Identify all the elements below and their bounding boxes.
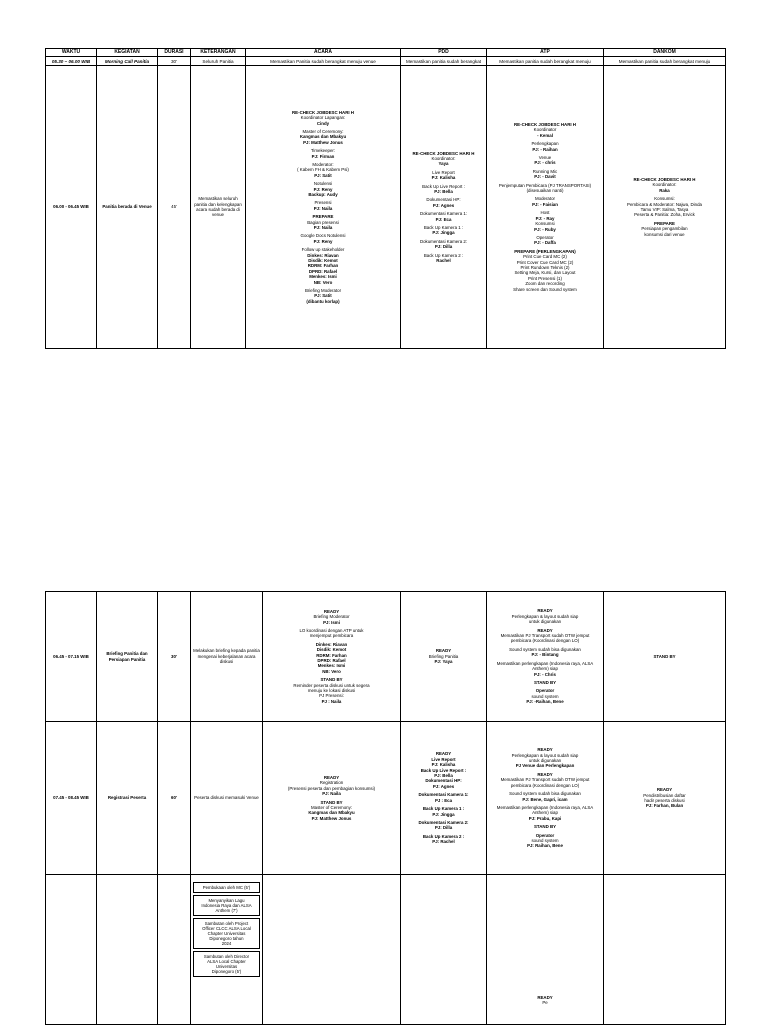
header-keterangan: KETERANGAN: [191, 49, 246, 57]
cell-line: STAND BY: [533, 679, 557, 685]
cell-keterangan: Melakukan briefing kepada panitia mengenai keberjalanan acara diskusi: [191, 592, 263, 722]
cell-line: (dibantu korlap): [306, 298, 340, 304]
cell-line: Venue: [538, 155, 552, 161]
cell-acara: [263, 592, 401, 722]
cell-line: PJ: Rachel: [432, 839, 455, 845]
cell-line: Presensi: [314, 200, 332, 206]
atp-lines: [488, 995, 602, 1006]
cell-dankom: [604, 66, 726, 349]
cell-line: Rachel: [436, 258, 451, 264]
cell-keterangan: Peserta diskusi memasuki Venue: [191, 722, 263, 875]
cell-line: Dokumentasi Kamera 2:: [419, 238, 468, 244]
table-row-morning-call: [46, 57, 726, 66]
cell-line: Dokumentasi Kamera 1:: [419, 211, 468, 217]
cell-line: ( Kabem FH & Kabem Psi): [297, 167, 349, 173]
cell-line: RE-CHECK JOBDESC HARI H: [633, 176, 696, 182]
cell-line: PJ: Farhan, Bulan: [645, 803, 684, 809]
cell-line: PJ: Matthew Jonus: [303, 139, 343, 145]
cell-line: Setting Meja, Kursi, dan Layout: [514, 270, 576, 276]
cell-line: PJ: Yaya: [434, 659, 453, 665]
cell-line: PJ: Kalisha: [431, 762, 456, 768]
cell-line: Back Up Kamera 2 :: [422, 833, 465, 839]
cell-atp: Memastikan panitia sudah berangkat menuju: [487, 57, 604, 66]
cell-line: Peserta & Panitia: Zoha, Ervick: [634, 212, 695, 218]
cell-line: PREPARE: [654, 220, 675, 226]
cell-atp: [487, 875, 604, 1025]
cell-line: Persiapan pengambilan: [641, 226, 688, 232]
cell-line: Pe: [542, 1000, 548, 1006]
cell-keterangan: Memastikan seluruh panitia dan kelengkapan acara sudah berada di venue: [191, 66, 246, 349]
cell-line: RE-CHECK JOBDESC HARI H: [412, 150, 475, 156]
cell-line: Zoom dan recording: [525, 281, 565, 287]
header-dankom: DANKOM: [604, 49, 726, 57]
cell-line: Bagian presensi: [307, 219, 339, 225]
cell-line: PJ: Bella: [434, 188, 453, 194]
cell-waktu: 07.45 - 08.45 WIB: [46, 722, 97, 875]
cell-line: PJ: Bene, Gapri, icam: [522, 796, 568, 802]
cell-line: PJ: - Chris: [534, 671, 556, 677]
cell-atp: [487, 722, 604, 875]
cell-line: PJ: Jingga: [432, 811, 455, 817]
cell-line: READY: [537, 747, 553, 753]
cell-line: Cindy: [316, 120, 330, 126]
cell-line: Live Report: [432, 169, 455, 175]
cell-line: Master of Ceremony:: [311, 804, 352, 810]
cell-line: LO koordinasi dengan ATP untuk: [299, 627, 364, 633]
cell-line: Menkes: Ismi: [317, 663, 346, 669]
cell-line: PJ : Naila: [321, 698, 342, 704]
cell-durasi: 30': [158, 57, 191, 66]
table-row-venue: [46, 66, 726, 349]
cell-line: PJ: Raihan, Bene: [527, 843, 563, 849]
cell-line: RE-CHECK JOBDESC HARI H: [514, 122, 576, 128]
cell-line: Moderator:: [312, 161, 334, 167]
cell-line: STAND BY: [653, 653, 676, 659]
cell-line: READY: [537, 608, 553, 614]
cell-line: READY: [656, 787, 673, 793]
cell-line: Host: [540, 210, 550, 216]
cell-line: PJ: - Raihan: [532, 146, 558, 152]
cell-line: Moderator: [534, 196, 555, 202]
table-row-briefing: [46, 592, 726, 722]
cell-waktu: 05.30 – 06.00 WIB: [46, 57, 97, 66]
cell-dankom: [604, 875, 726, 1025]
cell-keterangan: Seluruh Panitia: [191, 57, 246, 66]
cell-line: Pendistribusian daftar: [643, 792, 686, 798]
cell-acara: [263, 722, 401, 875]
cell-line: PJ: Dilla: [434, 825, 453, 831]
cell-line: Running Mic: [532, 168, 558, 174]
cell-line: Perlengkapan: [531, 141, 559, 147]
cell-line: PJ: Naila: [313, 225, 333, 231]
cell-line: PJ: - chris: [534, 160, 556, 166]
cell-line: (disesuaikan nanti): [526, 188, 564, 194]
cell-line: PJ: - Davit: [534, 174, 556, 180]
cell-pdd: [401, 722, 487, 875]
header-row: [46, 49, 726, 57]
cell-line: Koordinator Lapangan:: [300, 115, 346, 121]
cell-line: Anthem) siap: [532, 810, 558, 816]
cell-line: PJ: Kalisha: [431, 175, 456, 181]
cell-line: Dokumentasi HP:: [426, 197, 461, 203]
cell-line: PJ: Reny: [313, 186, 333, 192]
cell-line: Briefing Moderator: [304, 288, 342, 294]
cell-line: Dokumentasi Kamera 1:: [418, 792, 469, 798]
cell-line: READY: [323, 774, 340, 780]
cell-line: Operator: [535, 688, 555, 694]
cell-atp: [487, 592, 604, 722]
cell-line: Memastikan PJ Transport sudah OTW jemput: [500, 633, 590, 639]
cell-pdd: [401, 592, 487, 722]
cell-line: Back Up Kamera 1 :: [422, 806, 465, 812]
cell-kegiatan: [97, 875, 158, 1025]
cell-line: PJ: Satit: [314, 172, 332, 178]
cell-line: Operator: [536, 234, 554, 240]
cell-line: PJ: Naila: [313, 205, 333, 211]
cell-line: PJ: - Faisian: [532, 201, 558, 207]
cell-line: READY: [323, 608, 340, 614]
cell-line: Share screen dan Sound system: [513, 286, 577, 292]
cell-kegiatan: Registrasi Peserta: [97, 722, 158, 875]
cell-line: DPRD: Rafael: [308, 268, 338, 274]
cell-line: PJ: - Ruby: [534, 226, 556, 232]
cell-line: untuk digunakan: [528, 619, 562, 625]
cell-line: konsumsi dari venue: [644, 231, 685, 237]
cell-line: Follow up stakeholder: [301, 247, 345, 253]
cell-atp: [487, 66, 604, 349]
cell-line: PJ : Eca: [434, 797, 453, 803]
cell-line: Koordinator:: [652, 182, 677, 188]
cell-line: PJ: Dilla: [434, 244, 453, 250]
cell-line: Print Cue Card MC (2): [523, 254, 567, 260]
cell-line: RDRM: Farhan: [316, 652, 347, 658]
header-waktu: WAKTU: [46, 49, 97, 57]
cell-line: PJ: Reny: [313, 238, 333, 244]
cell-line: PJ Presensi:: [319, 693, 344, 699]
rundown-table-top: [45, 48, 726, 349]
cell-line: Print Presensi (1): [528, 275, 562, 281]
cell-line: Perlengkapan & layout sudah siap: [511, 752, 579, 758]
cell-line: PJ: - Bintang: [531, 652, 559, 658]
cell-line: sound system: [531, 837, 559, 843]
cell-keterangan: [191, 875, 263, 1025]
cell-line: Memastikan perlengkapan (Indonesia raya, ALSA: [496, 804, 594, 810]
cell-line: READY: [537, 627, 553, 633]
opening-item: Sambutan oleh Director ALSA Local Chapter Universitas Diponegoro (5'): [193, 951, 260, 977]
cell-line: PREPARE (PERLENGKAPAN): [514, 248, 576, 254]
cell-line: Briefing Moderator: [313, 614, 350, 620]
cell-line: PJ: Matthew Jonus: [311, 815, 352, 821]
cell-pdd: [401, 875, 487, 1025]
cell-line: PJ: Satit: [314, 293, 332, 299]
cell-line: NB: Vero: [322, 668, 341, 674]
cell-kegiatan: Panitia berada di Venue: [97, 66, 158, 349]
rundown-table-bottom: [45, 591, 726, 1025]
cell-line: RE-CHECK JOBDESC HARI H: [292, 109, 354, 115]
cell-dankom: Memastikan panitia sudah berangkat menuju: [604, 57, 726, 66]
cell-line: Reminder peserta diskusi untuk segera: [293, 682, 370, 688]
cell-line: PJ: Eca: [435, 216, 452, 222]
cell-line: PJ: Agnes: [432, 202, 455, 208]
cell-line: - Kemal: [537, 132, 553, 138]
cell-line: Master of Ceremony:: [302, 128, 344, 134]
cell-line: Timekeeper:: [310, 148, 336, 154]
cell-line: Perlengkapan & layout sudah siap: [511, 613, 579, 619]
cell-line: Backup: Audy: [308, 191, 338, 197]
opening-item: Sambutan oleh Project Officer CLCC ALSA Local Chapter Universitas Diponegoro tahun 2024: [193, 918, 260, 949]
cell-dankom: [604, 722, 726, 875]
cell-line: Koordinator: [533, 127, 557, 133]
cell-line: Dokumentasi HP:: [425, 778, 462, 784]
cell-waktu: [46, 875, 97, 1025]
cell-line: Dinkes: Riavan: [315, 641, 348, 647]
cell-acara: [263, 875, 401, 1025]
cell-dankom: [604, 592, 726, 722]
cell-line: pembicara (Koordinasi dengan LO): [510, 638, 580, 644]
cell-line: Notulensi: [313, 181, 333, 187]
cell-line: PJ: -Raihan, Bene: [526, 699, 564, 705]
cell-line: PREPARE: [312, 214, 334, 220]
cell-line: NB: Vero: [313, 279, 333, 285]
cell-line: PJ: Firman: [311, 153, 335, 159]
cell-line: Raka: [659, 187, 670, 193]
cell-line: PJ: Ismi: [323, 619, 340, 625]
opening-item: Menyanyikan Lagu Indonesia Raya dan ALSA Anthem (7'): [193, 895, 260, 916]
cell-line: Disdik: Kemot: [316, 647, 347, 653]
cell-line: Back Up Live Report :: [420, 767, 467, 773]
cell-line: Dinkes: Riavan: [307, 252, 339, 258]
cell-line: pembicara (Koordinasi dengan LO): [510, 782, 580, 788]
cell-line: PJ: - Daffa: [534, 240, 556, 246]
cell-line: READY: [537, 995, 553, 1000]
header-durasi: DURASI: [158, 49, 191, 57]
header-kegiatan: KEGIATAN: [97, 49, 158, 57]
cell-line: menuju ke lokasi diskusi: [307, 688, 356, 694]
cell-line: Dokumentasi Kamera 2:: [418, 819, 469, 825]
cell-line: PJ: Naila: [322, 791, 341, 797]
cell-line: STAND BY: [533, 824, 557, 830]
header-pdd: PDD: [401, 49, 487, 57]
cell-pdd: Memastikan panitia sudah berangkat: [401, 57, 487, 66]
cell-waktu: 06.00 - 06.45 WIB: [46, 66, 97, 349]
cell-line: Sound system sudah bisa digunakan: [509, 791, 581, 797]
cell-waktu: 06.45 - 07.15 WIB: [46, 592, 97, 722]
cell-line: STAND BY: [320, 799, 343, 805]
cell-line: Briefing Panitia: [428, 653, 459, 659]
table-row-registrasi: [46, 722, 726, 875]
cell-durasi: [158, 875, 191, 1025]
cell-line: PJ: Agnes: [432, 783, 455, 789]
cell-line: menjemput pembicara: [309, 633, 354, 639]
cell-line: sound system: [531, 693, 559, 699]
cell-line: Konsumsi: [535, 221, 555, 227]
cell-line: Konsumsi:: [654, 196, 675, 202]
cell-line: Live Report: [431, 756, 456, 762]
cell-line: Registration: [319, 780, 344, 786]
cell-line: STAND BY: [320, 677, 343, 683]
cell-line: Kangmas dan Mbakyu: [299, 134, 347, 140]
cell-line: Penjemputan Pembicara (PJ TRANSPORTASI): [498, 182, 592, 188]
cell-line: Pembicara & Moderator: Najwa, Dinda: [627, 201, 702, 207]
cell-line: Disdik: Kemot: [308, 258, 338, 264]
cell-line: Back Up Kamera 1 :: [423, 225, 464, 231]
cell-line: PJ: Bella: [434, 773, 453, 779]
cell-line: Memastikan PJ Transport sudah OTW jemput: [500, 777, 590, 783]
cell-line: untuk digunakan: [528, 758, 562, 764]
cell-durasi: 60': [158, 722, 191, 875]
cell-line: Koordinator:: [431, 155, 456, 161]
cell-line: PJ: Jingga: [432, 230, 455, 236]
table-row-opening: [46, 875, 726, 1025]
cell-line: RDRM: Farhan: [307, 263, 339, 269]
cell-line: Google Docs Notulensi: [300, 233, 346, 239]
cell-line: Yaya: [438, 161, 449, 167]
cell-line: READY: [537, 771, 553, 777]
cell-line: READY: [435, 751, 452, 757]
cell-durasi: 45': [158, 66, 191, 349]
cell-durasi: 30': [158, 592, 191, 722]
cell-kegiatan: Morning Call Panitia: [97, 57, 158, 66]
cell-line: Kangmas dan Mbakyu: [308, 810, 355, 816]
cell-line: Anthem) siap: [532, 666, 558, 672]
cell-line: PJ Venue dan Perlengkapan: [515, 763, 575, 769]
cell-line: Operator: [535, 832, 555, 838]
cell-line: Print Cover Cue Card MC (2): [516, 259, 574, 265]
opening-item: Pembukaan oleh MC (5'): [193, 882, 260, 893]
cell-line: READY: [435, 648, 452, 654]
cell-line: Menkes: Ismi: [309, 274, 337, 280]
cell-line: hadir peserta diskusi: [644, 798, 685, 803]
header-acara: ACARA: [246, 49, 401, 57]
cell-line: Back Up Live Report :: [422, 183, 465, 189]
cell-line: Back Up Kamera 2 :: [423, 252, 464, 258]
cell-acara: [246, 66, 401, 349]
cell-line: Tamu VIP: Salma, Tasya: [640, 207, 689, 212]
cell-line: PJ: - Ray: [535, 215, 555, 221]
cell-line: Print Rundown Teknis (2): [520, 264, 570, 270]
cell-kegiatan: Briefing Panitia dan Persiapan Panitia: [97, 592, 158, 722]
cell-line: (Presensi peserta dan pembagian konsumsi): [287, 785, 376, 791]
cell-acara: Memastikan Panitia sudah berangkat menuju venue: [246, 57, 401, 66]
cell-pdd: [401, 66, 487, 349]
cell-line: PJ: Prabu, Kapi: [528, 815, 562, 821]
cell-line: Sound system sudah bisa digunakan: [509, 646, 581, 652]
cell-line: DPRD: Rafael: [317, 658, 346, 663]
cell-line: Memastikan perlengkapan (Indonesia raya, ALSA: [496, 660, 594, 666]
header-atp: ATP: [487, 49, 604, 57]
